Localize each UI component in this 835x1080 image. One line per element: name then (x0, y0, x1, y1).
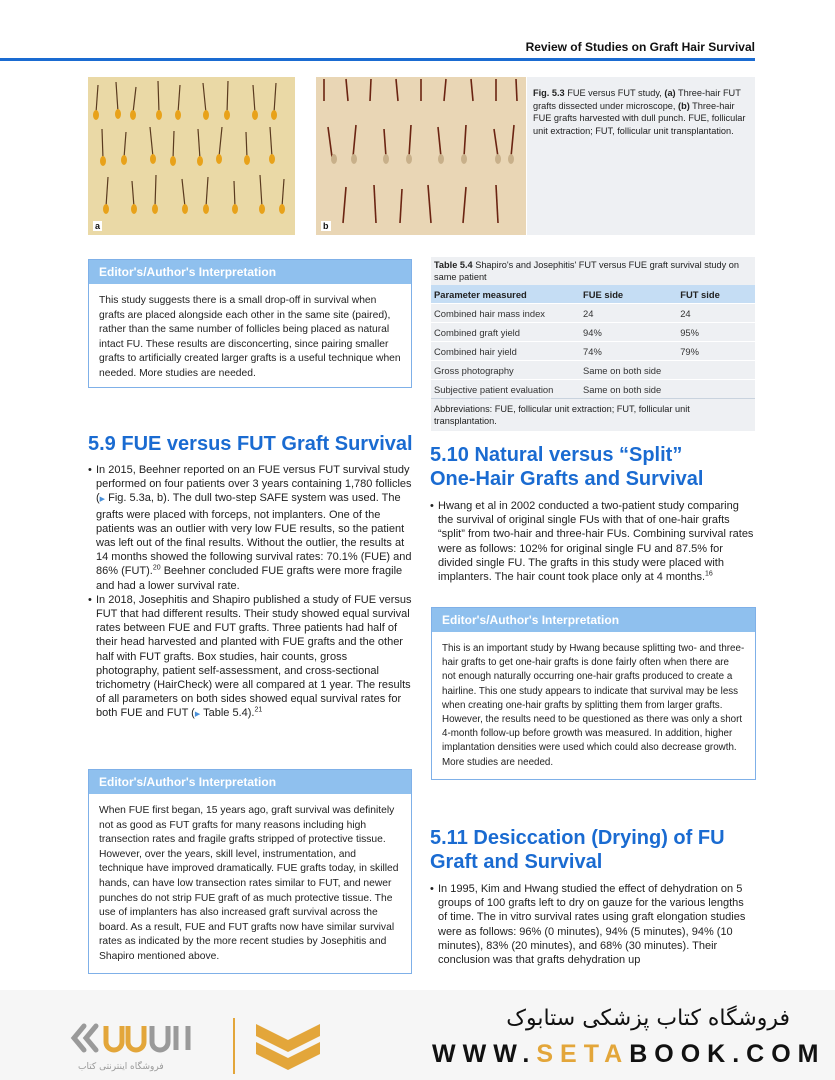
running-header-title: Review of Studies on Graft Hair Survival (525, 40, 755, 54)
heading-line: Graft and Survival (430, 851, 603, 873)
figure-caption-text-2: Three-hair FUT grafts dissected under microscope, (533, 88, 741, 111)
table-ref-link[interactable]: Table 5.4). (200, 707, 255, 720)
citation-ref[interactable]: 21 (254, 706, 263, 714)
bullet-text: In 2015, Beehner reported on an FUE versus FUT survival study performed on four patients over 3 years containing 1,780 follicles ( (96, 464, 412, 505)
figure-caption-label: Fig. 5.3 (533, 88, 565, 98)
table-title (431, 257, 755, 285)
bullet-text: Hwang et al in 2002 conducted a two-patient study comparing the survival of original single FUs with that of one-hair grafts “split” from two-hair and three-hair FUs. Combining survival rates were as follows: 102% for original single FU and 87.5% for divided single FU. The grafts in this study were placed with implanters. The hair count took place only at 4 months. (438, 500, 754, 584)
figure-5-3b-image (316, 77, 526, 235)
table-row (431, 342, 755, 361)
table-header-cell: FUT side (677, 285, 755, 304)
heading-line: 5.10 Natural versus “Split” (430, 444, 683, 466)
list-item (430, 882, 755, 967)
table-cell: Same on both side (580, 380, 677, 399)
figure-5-3-caption (527, 77, 755, 235)
interpretation-heading: Editor's/Author's Interpretation (89, 770, 411, 794)
url-part: B (629, 1040, 655, 1068)
interpretation-heading: Editor's/Author's Interpretation (432, 608, 755, 632)
book-emblem-icon (248, 1018, 328, 1078)
store-url[interactable] (432, 1040, 825, 1069)
table-header-cell: FUE side (580, 285, 677, 304)
bullet-text: Beehner concluded FUE grafts were more fragile and had a lower survival rate. (96, 565, 403, 592)
citation-ref[interactable]: 20 (152, 564, 161, 572)
bullet-text: In 2018, Josephitis and Shapiro published a study of FUE versus FUT that had different results. Their study showed equal survival rates between FUE and FUT grafts. Three patients had half of their head harvested and planted with FUE grafts and the other half with FUT grafts. Box studies, hair counts, gross photography, patient self-assessment, and cross-sectional trichometry (HairCheck) were all compared at 1 year. The results of all parameters on both sides showed equal survival rates for both FUE and FUT ( (96, 593, 412, 720)
url-part: OOK.COM (654, 1040, 826, 1068)
figure-ref-link[interactable]: Fig. 5.3a, b). The dull two-step SAFE system was used. The grafts were placed with forceps, not implanters. One of the patients was an outlier with very low FUE results, so the patient was left out of the final results. Without the outlier, the results at 14 months showed the following survival rates: 70.1% (FUE) and 86% (FUT). (96, 492, 412, 578)
table-cell: Gross photography (431, 361, 580, 380)
interpretation-box-1 (88, 259, 412, 388)
interpretation-box-3 (431, 607, 756, 780)
section-5-10-bullets (430, 499, 755, 584)
url-part: WWW. (432, 1040, 537, 1068)
table-cell: 95% (677, 323, 755, 342)
heading-line: One-Hair Grafts and Survival (430, 468, 704, 490)
table-cell: Subjective patient evaluation (431, 380, 580, 399)
section-5-11-heading (430, 826, 725, 874)
table-abbreviations-note: Abbreviations: FUE, follicular unit extraction; FUT, follicular unit transplantation. (431, 398, 755, 431)
table-cell: 79% (677, 342, 755, 361)
table-cell (677, 361, 755, 380)
setabook-logo (70, 1018, 210, 1060)
figure-caption-text-3: Three-hair FUE grafts harvested with dull punch. FUE, follicular unit extraction; FUT, follicular unit transplantation. (533, 100, 746, 136)
figure-ref-icon: ▶ (99, 496, 106, 504)
interpretation-body: This is an important study by Hwang because splitting two- and three-hair grafts to get one-hair grafts is done fairly often when there are not enough naturally occurring one-hair grafts produced to create a hairline. This one study appears to indicate that survival may be less when creating one-hair grafts by splitting them from larger grafts. However, the results need to be questioned as there was only a short 4-month follow-up before growth was measured. In addition, higher implantation densities were used which could also decrease growth. More studies are needed. (442, 643, 745, 768)
table-cell: Combined graft yield (431, 323, 580, 342)
section-5-10-heading (430, 443, 703, 491)
table-row (431, 304, 755, 323)
figure-caption-a-tag: (a) (664, 88, 676, 98)
bullet-text: In 1995, Kim and Hwang studied the effect of dehydration on 5 groups of 100 grafts left to dry on gauze for the various lengths of time. The in vitro survival rates using graft elongation studies were as follows: 96% (0 minutes), 94% (5 minutes), 94% (10 minutes), 83% (20 minutes), and 68% (30 minutes). Their conclusion was that grafts dehydration up (438, 883, 746, 967)
figure-label-b: b (323, 221, 329, 231)
header-rule (0, 58, 755, 61)
table-cell: 94% (580, 323, 677, 342)
url-part-highlight: SETA (536, 1040, 630, 1068)
table-cell: Combined hair mass index (431, 304, 580, 323)
store-tagline: فروشگاه اینترنتی کتاب (78, 1062, 164, 1072)
figure-caption-b-tag: (b) (678, 100, 690, 111)
table-row (431, 380, 755, 399)
banner-divider (233, 1018, 235, 1074)
table-ref-icon: ▶ (194, 711, 201, 719)
fue-grafts-photo (316, 77, 526, 235)
table-row (431, 323, 755, 342)
heading-line: 5.11 Desiccation (Drying) of FU (430, 827, 725, 849)
table-grid (431, 285, 755, 398)
store-name-persian: فروشگاه کتاب پزشکی ستابوک (506, 1006, 790, 1031)
section-5-11-bullets (430, 882, 755, 978)
table-cell: Combined hair yield (431, 342, 580, 361)
fut-grafts-photo (88, 77, 295, 235)
list-item (88, 593, 412, 723)
interpretation-body: When FUE first began, 15 years ago, graft survival was definitely not as good as FUT grafts for many reasons including high transection rates and fragile grafts stripped of protective tissue. However, over the years, skill level, instrumentation, and technique have improved dramatically. FUE grafts today, in skilled hands, can have low transection rates similar to FUT, and newer punches do not strip FUE graft of as much protective tissue. The use of implanters has also increased graft survival across the board. As a result, FUE and FUT grafts now have similar survival rates as indicated by the more recent studies by Josephitis and Shapiro mentioned above. (99, 805, 399, 962)
table-cell: 24 (580, 304, 677, 323)
table-cell (677, 380, 755, 399)
table-header-cell: Parameter measured (431, 285, 580, 304)
figure-label-a: a (95, 221, 101, 231)
figure-caption-text-1: FUE versus FUT study, (564, 88, 665, 98)
list-item (430, 499, 755, 584)
table-cell: 24 (677, 304, 755, 323)
table-row (431, 361, 755, 380)
interpretation-heading: Editor's/Author's Interpretation (89, 260, 411, 284)
table-5-4 (431, 257, 755, 431)
section-5-9-bullets (88, 463, 412, 723)
figure-5-3a-image (88, 77, 295, 235)
interpretation-box-2 (88, 769, 412, 974)
interpretation-body: This study suggests there is a small drop-off in survival when grafts are placed alongside each other in the same site (paired), rather than the same number of follicles being placed as natural intact FU. These results are disconcerting, since pairing smaller grafts to artificially created larger grafts is a useful technique when needed. More studies are needed. (99, 295, 401, 379)
section-5-9-heading: 5.9 FUE versus FUT Graft Survival (88, 433, 413, 455)
list-item (88, 463, 412, 593)
table-header-row (431, 285, 755, 304)
table-cell: Same on both side (580, 361, 677, 380)
table-cell: 74% (580, 342, 677, 361)
citation-ref[interactable]: 16 (705, 570, 713, 578)
table-title-text: Shapiro's and Josephitis' FUT versus FUE graft survival study on same patient (434, 260, 739, 282)
table-label: Table 5.4 (434, 260, 473, 270)
